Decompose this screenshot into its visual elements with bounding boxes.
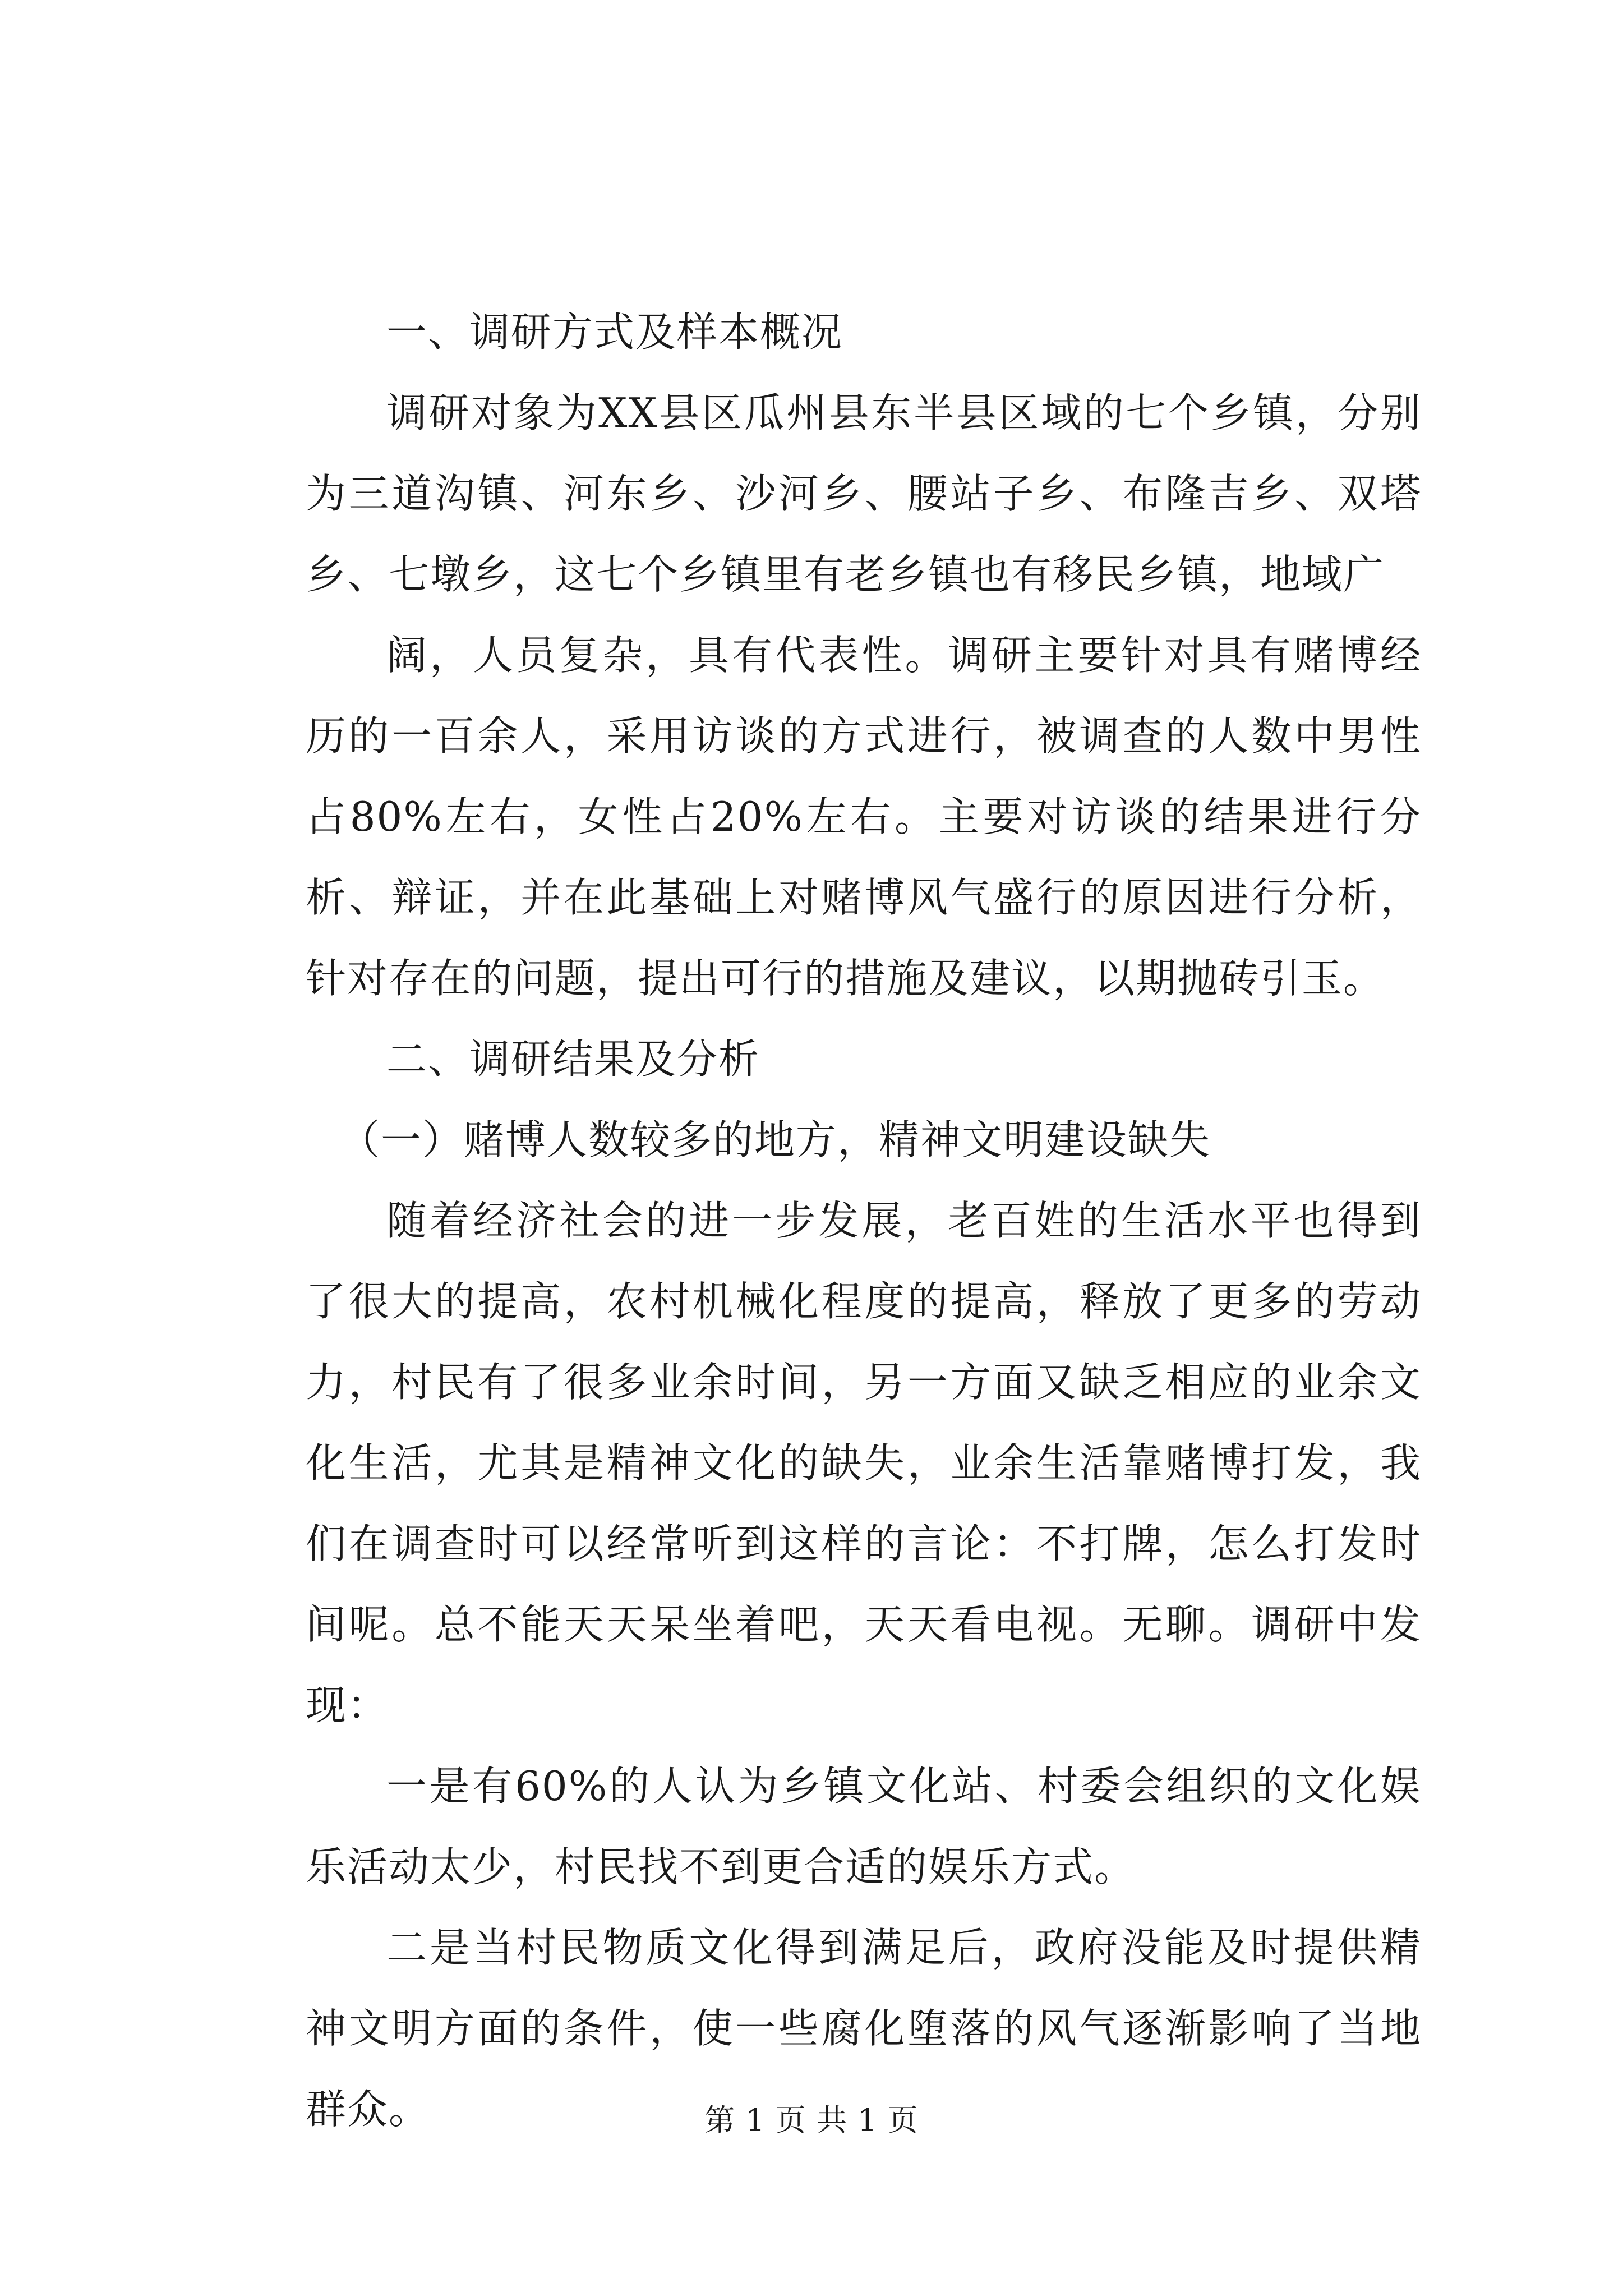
paragraph-finding-2: 二是当村民物质文化得到满足后，政府没能及时提供精神文明方面的条件，使一些腐化堕落的风气逐渐影响了当地群众。 xyxy=(306,1924,1422,2133)
page-footer: 第 1 页 共 1 页 xyxy=(704,2102,919,2138)
paragraph-analysis: 随着经济社会的进一步发展，老百姓的生活水平也得到了很大的提高，农村机械化程度的提高，释放了更多的劳动力，村民有了很多业余时间，另一方面又缺乏相应的业余文化生活，尤其是精神文化的缺失，业余生活靠赌博打发，我们在调查时可以经常听到这样的言论：不打牌，怎么打发时间呢。总不能天天呆坐着吧，天天看电视。无聊。调研中发现： xyxy=(306,1197,1422,1729)
subsection-heading-1: （一）赌博人数较多的地方，精神文明建设缺失 xyxy=(339,1116,1211,1163)
section-heading-2: 二、调研结果及分析 xyxy=(386,1036,760,1083)
paragraph-finding-1: 一是有60%的人认为乡镇文化站、村委会组织的文化娱乐活动太少，村民找不到更合适的娱乐方式。 xyxy=(306,1763,1422,1890)
document-body xyxy=(306,292,1422,2150)
section-heading-1: 一、调研方式及样本概况 xyxy=(386,309,843,356)
paragraph-survey-targets: 调研对象为XX县区瓜州县东半县区域的七个乡镇，分别为三道沟镇、河东乡、沙河乡、腰站子乡、布隆吉乡、双塔乡、七墩乡，这七个乡镇里有老乡镇也有移民乡镇，地域广 xyxy=(306,389,1422,598)
paragraph-survey-method: 阔，人员复杂，具有代表性。调研主要针对具有赌博经历的一百余人，采用访谈的方式进行，被调查的人数中男性占80%左右，女性占20%左右。主要对访谈的结果进行分析、辩证，并在此基础上对赌博风气盛行的原因进行分析，针对存在的问题，提出可行的措施及建议，以期抛砖引玉。 xyxy=(306,632,1422,1002)
